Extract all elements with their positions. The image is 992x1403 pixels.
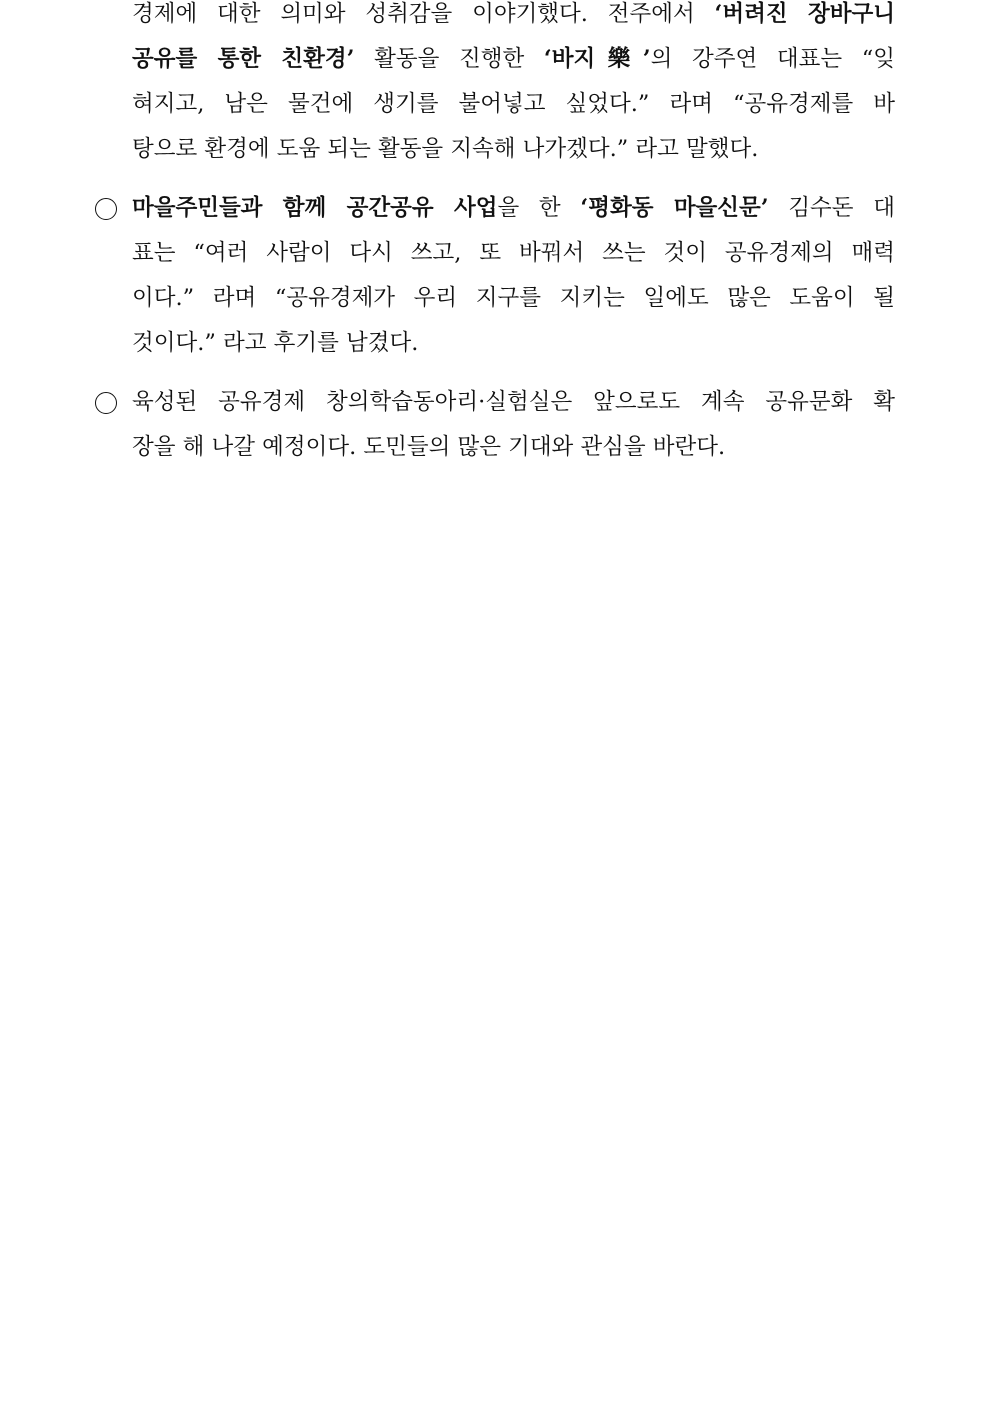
paragraph-line [132, 321, 895, 366]
text-run-bold: ‘바지樂’ [543, 46, 651, 72]
text-run: 장을 해 나갈 예정이다. 도민들의 많은 기대와 관심을 바란다. [132, 434, 726, 460]
text-run-bold: ‘평화동 마을신문’ [580, 195, 769, 221]
text-run: 육성된 공유경제 창의학습동아리·실험실은 앞으로도 계속 공유문화 확 [132, 389, 895, 415]
paragraph-line [132, 425, 895, 470]
paragraph-line [132, 37, 895, 82]
text-run: 활동을 진행한 [354, 46, 544, 72]
text-run: 탕으로 환경에 도움 되는 활동을 지속해 나가겠다.” 라고 말했다. [132, 136, 759, 162]
text-run-bold: 마을주민들과 함께 공간공유 사업 [132, 195, 498, 221]
text-run: 표는 “여러 사람이 다시 쓰고, 또 바꿔서 쓰는 것이 공유경제의 매력 [132, 240, 895, 266]
text-run: 을 한 [497, 195, 581, 221]
text-run: 혀지고, 남은 물건에 생기를 불어넣고 싶었다.” 라며 “공유경제를 바 [132, 91, 895, 117]
text-run-bold: 공유를 통한 친환경’ [132, 46, 355, 72]
paragraph-line [132, 231, 895, 276]
text-run: 경제에 대한 의미와 성취감을 이야기했다. 전주에서 [132, 1, 715, 27]
text-run: 이다.” 라며 “공유경제가 우리 지구를 지키는 일에도 많은 도움이 될 [132, 285, 895, 311]
text-run: 의 강주연 대표는 “잊 [650, 46, 895, 72]
paragraph-line [132, 186, 895, 231]
paragraph-line [132, 82, 895, 127]
paragraph-line [132, 127, 895, 172]
text-run-bold: ‘버려진 장바구니 [714, 1, 895, 27]
paragraph-line [132, 0, 895, 37]
circle-bullet-icon [95, 198, 117, 220]
circle-bullet-icon [95, 392, 117, 414]
paragraph-line [132, 380, 895, 425]
text-run: 김수돈 대 [768, 195, 895, 221]
paragraph-line [132, 276, 895, 321]
text-run: 것이다.” 라고 후기를 남겼다. [132, 330, 419, 356]
